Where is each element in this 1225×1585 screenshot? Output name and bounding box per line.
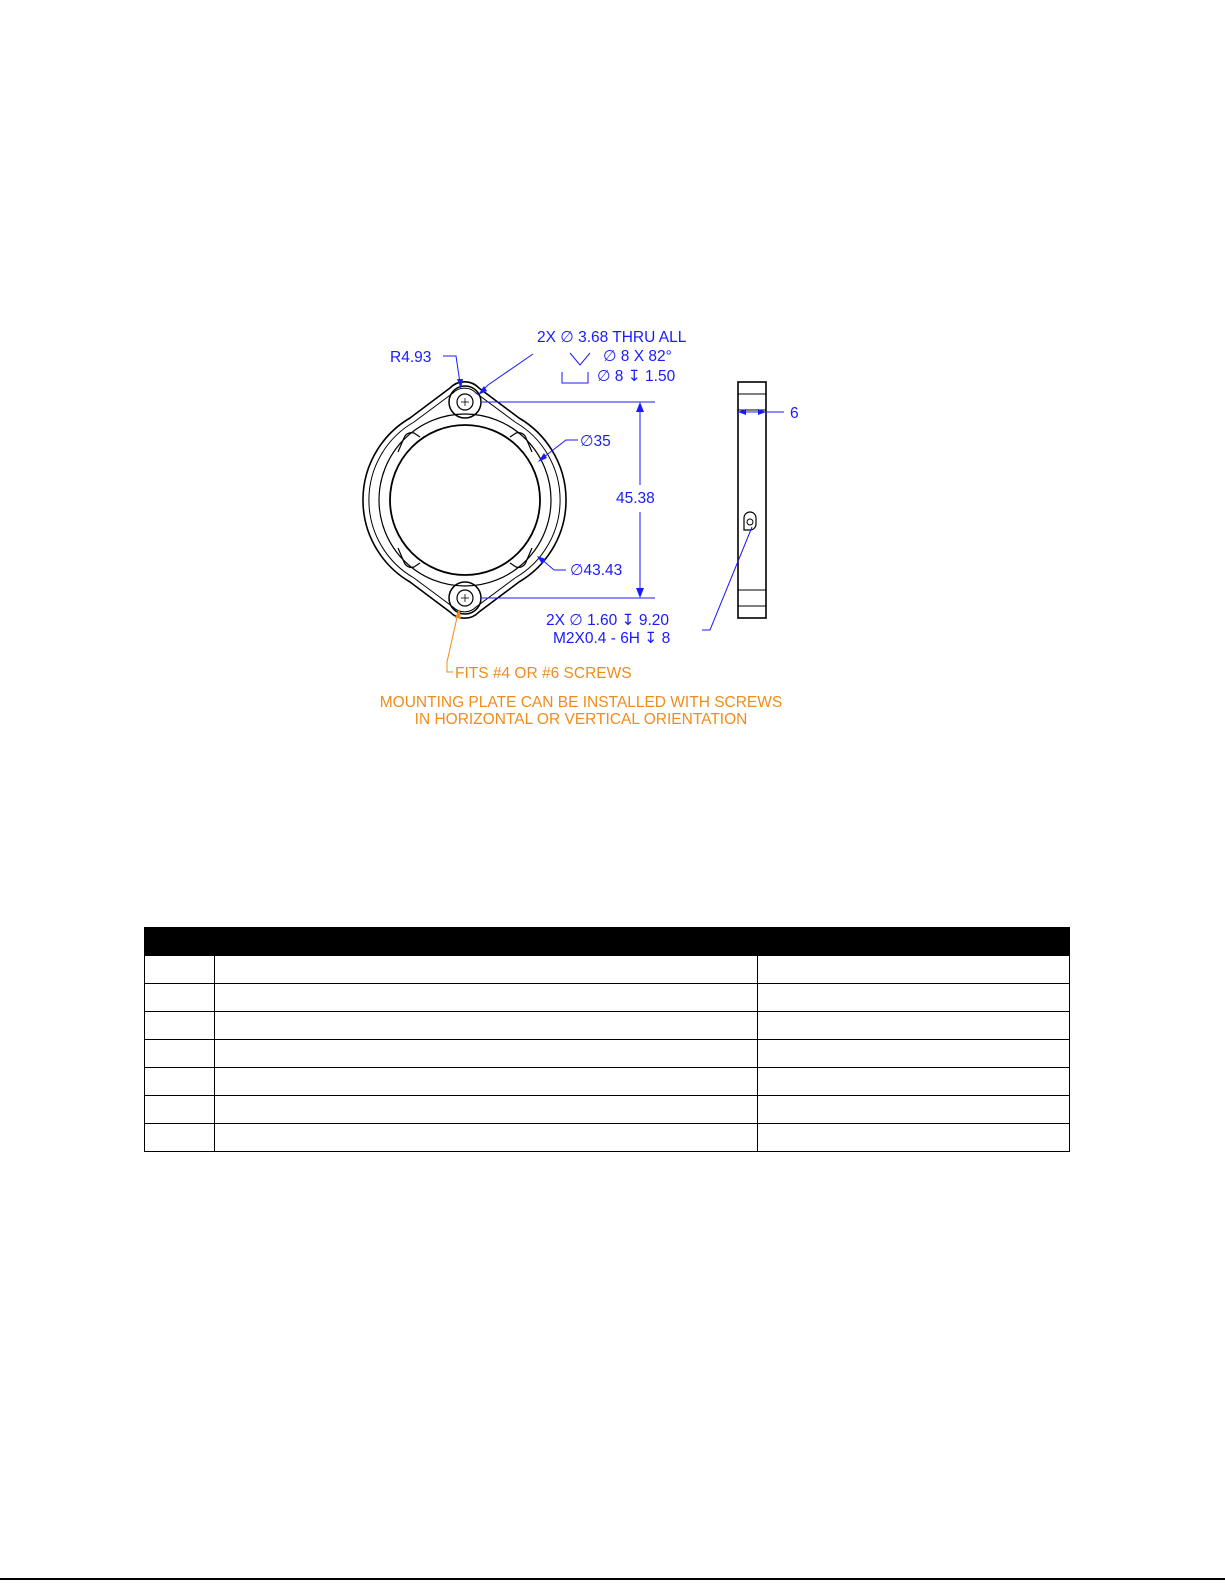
- table-cell: [215, 956, 758, 984]
- hole-spacing-label: 45.38: [616, 490, 655, 507]
- table-header-cell: [215, 928, 758, 956]
- table-row: [145, 1012, 1070, 1040]
- orientation-note-line1: MOUNTING PLATE CAN BE INSTALLED WITH SCREWS: [379, 694, 783, 711]
- table-cell: [758, 1040, 1070, 1068]
- outer-diameter-label: ∅43.43: [570, 562, 623, 579]
- page-bottom-rule: [0, 1578, 1225, 1580]
- table-cell: [758, 984, 1070, 1012]
- table-cell: [758, 956, 1070, 984]
- table-cell: [215, 984, 758, 1012]
- table-cell: [758, 1124, 1070, 1152]
- screw-fit-note: FITS #4 OR #6 SCREWS: [455, 665, 632, 682]
- countersink-label: ∅ 8 X 82°: [603, 348, 672, 365]
- outer-diameter-circle: [379, 414, 551, 586]
- table-row: [145, 1124, 1070, 1152]
- corner-radius-label: R4.93: [390, 349, 432, 366]
- table-cell: [215, 1068, 758, 1096]
- front-view: [363, 382, 566, 618]
- inner-bore-circle: [390, 425, 540, 575]
- table-cell: [145, 1068, 215, 1096]
- inner-diameter-label: ∅35: [580, 433, 611, 450]
- table-cell: [145, 1040, 215, 1068]
- table-row: [145, 1068, 1070, 1096]
- table-cell: [215, 1012, 758, 1040]
- mounting-plate-drawing: [0, 0, 1225, 760]
- table-cell: [145, 956, 215, 984]
- table-cell: [215, 1040, 758, 1068]
- table-cell: [145, 1012, 215, 1040]
- screw-note-leader: [447, 609, 461, 672]
- orientation-note-line2: IN HORIZONTAL OR VERTICAL ORIENTATION: [414, 711, 748, 728]
- tapped-hole-drill-label: 2X ∅ 1.60 ↧ 9.20: [546, 612, 670, 629]
- table-row: [145, 956, 1070, 984]
- table-cell: [145, 1096, 215, 1124]
- side-view: [738, 382, 766, 618]
- parts-table: [144, 927, 1069, 1152]
- side-view-outline: [738, 382, 766, 618]
- table-cell: [145, 984, 215, 1012]
- parts-table-grid: [144, 927, 1070, 1152]
- table-row: [145, 1040, 1070, 1068]
- table-header-cell: [145, 928, 215, 956]
- table-row: [145, 1096, 1070, 1124]
- table-cell: [145, 1124, 215, 1152]
- counterbore-label: ∅ 8 ↧ 1.50: [597, 368, 676, 385]
- table-cell: [758, 1012, 1070, 1040]
- table-cell: [215, 1096, 758, 1124]
- dimension-lines: [443, 353, 784, 630]
- table-cell: [758, 1096, 1070, 1124]
- flange-inner-edge: [369, 388, 560, 612]
- table-header-cell: [758, 928, 1070, 956]
- tapped-hole-thread-label: M2X0.4 - 6H ↧ 8: [553, 630, 671, 647]
- table-cell: [758, 1068, 1070, 1096]
- hole-callout-label: 2X ∅ 3.68 THRU ALL: [537, 329, 687, 346]
- table-cell: [215, 1124, 758, 1152]
- tapped-hole: [744, 512, 756, 530]
- table-row: [145, 984, 1070, 1012]
- table-header-row: [145, 928, 1070, 956]
- thickness-label: 6: [790, 405, 799, 422]
